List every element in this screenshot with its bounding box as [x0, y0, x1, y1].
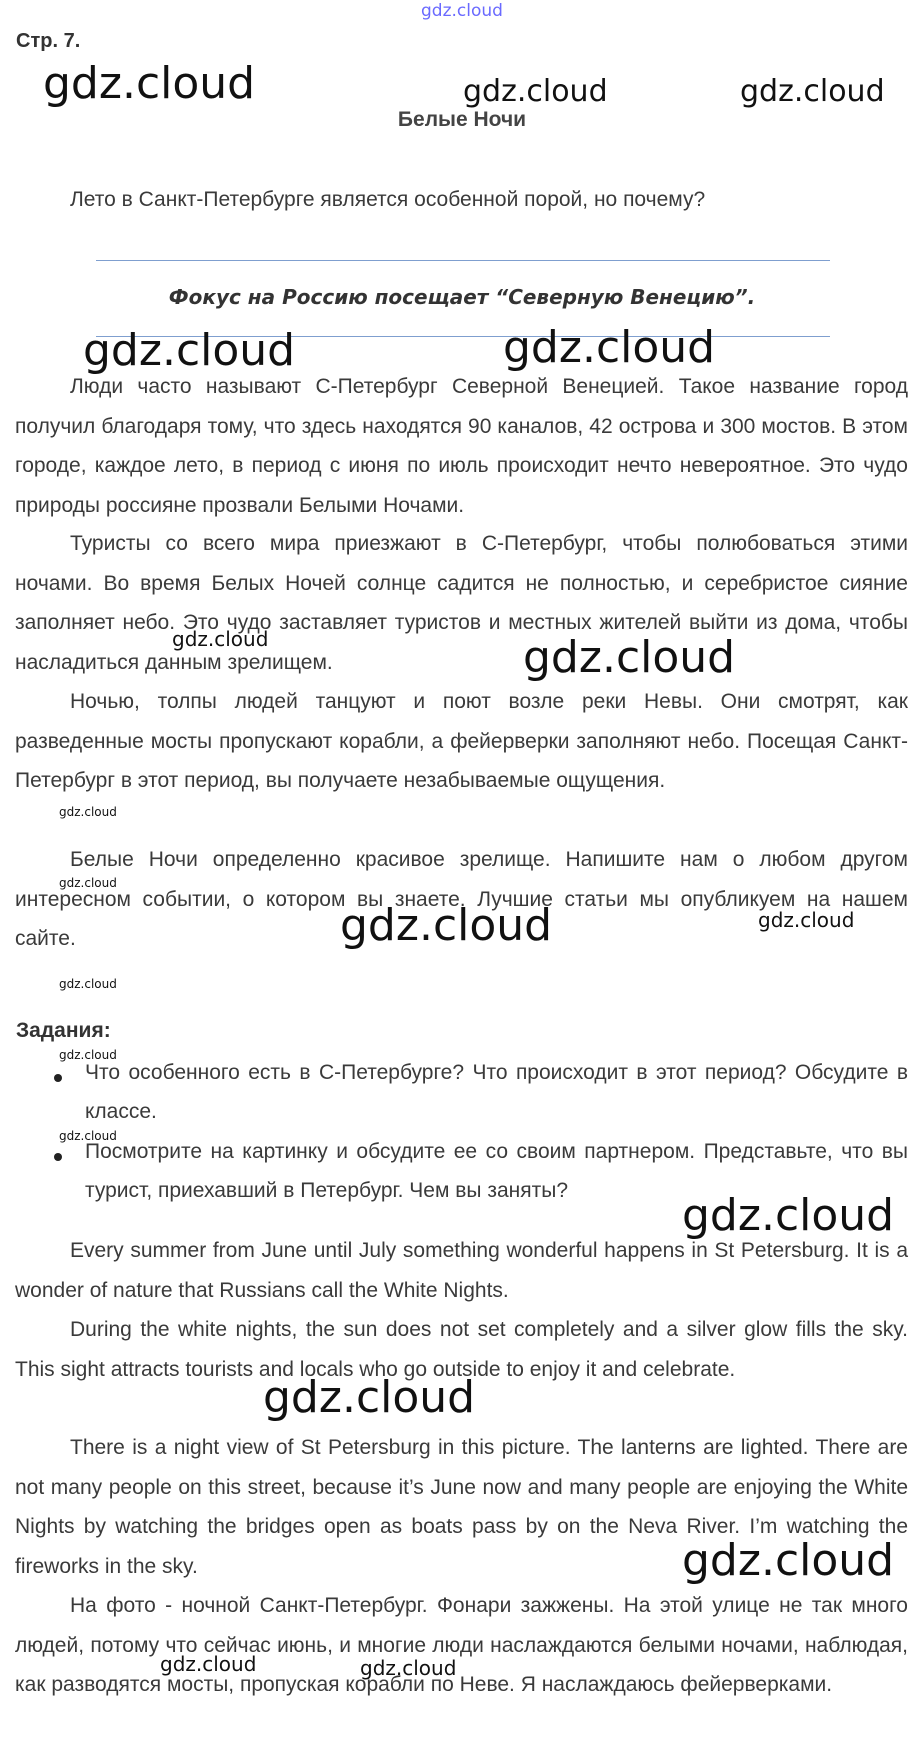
watermark: gdz.cloud: [360, 1656, 457, 1680]
watermark: gdz.cloud: [740, 74, 885, 109]
watermark: gdz.cloud: [463, 74, 608, 109]
watermark: gdz.cloud: [758, 908, 855, 932]
watermark: gdz.cloud: [59, 977, 117, 991]
article-subtitle: Фокус на Россию посещает “Северную Венецию”.: [168, 285, 756, 309]
bullet-icon: [54, 1074, 62, 1082]
article-title: Белые Ночи: [397, 108, 527, 131]
tasks-label: Задания:: [16, 1019, 111, 1042]
answer-4: На фото - ночной Санкт-Петербург. Фонари зажжены. На этой улице не так много людей, потому что сейчас июнь, и многие люди наслаждаются белыми ночами, наблюдая, как разводятся мосты, пропуская корабли по Неве. Я наслаждаюсь фейерверками.: [15, 1594, 908, 1696]
watermark: gdz.cloud: [523, 632, 736, 683]
answer-3: There is a night view of St Petersburg in this picture. The lanterns are lighted. There are not many people on this street, because it’s June now and many people are enjoying the White Nights by watching the bridges open as boats pass by on the Neva River. I’m watching the fireworks in the sky.: [15, 1436, 908, 1578]
task-item-1: Что особенного есть в С-Петербурге? Что происходит в этот период? Обсудите в классе.: [85, 1061, 908, 1123]
watermark: gdz.cloud: [59, 876, 117, 890]
page-label: Стр. 7.: [16, 30, 81, 52]
bullet-icon: [54, 1153, 62, 1161]
watermark: gdz.cloud: [340, 900, 553, 951]
watermark: gdz.cloud: [263, 1372, 476, 1423]
watermark: gdz.cloud: [160, 1652, 257, 1676]
paragraph-2: Туристы со всего мира приезжают в С-Петербург, чтобы полюбоваться этими ночами. Во время Белых Ночей солнце садится не полностью, и серебристое сияние заполняет небо. Это чудо заставляет туристов и местных жителей выйти из дома, чтобы насладиться данным зрелищем.: [15, 532, 908, 674]
intro-question: Лето в Санкт-Петербурге является особенной порой, но почему?: [70, 188, 706, 211]
watermark: gdz.cloud: [43, 58, 256, 109]
watermark: gdz.cloud: [59, 1129, 117, 1143]
watermark: gdz.cloud: [83, 325, 296, 376]
watermark: gdz.cloud: [172, 627, 269, 651]
watermark: gdz.cloud: [682, 1535, 895, 1586]
watermark: gdz.cloud: [59, 1048, 117, 1062]
divider-top: [96, 260, 830, 261]
answer-1: Every summer from June until July something wonderful happens in St Petersburg. It is a wonder of nature that Russians call the White Nights.: [15, 1239, 908, 1302]
task-item-2: Посмотрите на картинку и обсудите ее со своим партнером. Представьте, что вы турист, приехавший в Петербург. Чем вы заняты?: [85, 1140, 908, 1202]
watermark: gdz.cloud: [503, 322, 716, 373]
paragraph-3: Ночью, толпы людей танцуют и поют возле реки Невы. Они смотрят, как разведенные мосты пропускают корабли, а фейерверки заполняют небо. Посещая Санкт-Петербург в этот период, вы получаете незабываемые ощущения.: [15, 690, 908, 792]
top-watermark: gdz.cloud: [421, 1, 503, 21]
paragraph-1: Люди часто называют С-Петербург Северной Венецией. Такое название город получил благодаря тому, что здесь находятся 90 каналов, 42 острова и 300 мостов. В этом городе, каждое лето, в период с июня по июль происходит нечто невероятное. Это чудо природы россияне прозвали Белыми Ночами.: [15, 375, 908, 517]
watermark: gdz.cloud: [682, 1190, 895, 1241]
answer-2: During the white nights, the sun does not set completely and a silver glow fills the sky. This sight attracts tourists and locals who go outside to enjoy it and celebrate.: [15, 1318, 908, 1381]
paragraph-4: Белые Ночи определенно красивое зрелище. Напишите нам о любом другом интересном событии, о котором вы знаете. Лучшие статьи мы опубликуем на нашем сайте.: [15, 848, 908, 950]
watermark: gdz.cloud: [59, 805, 117, 819]
